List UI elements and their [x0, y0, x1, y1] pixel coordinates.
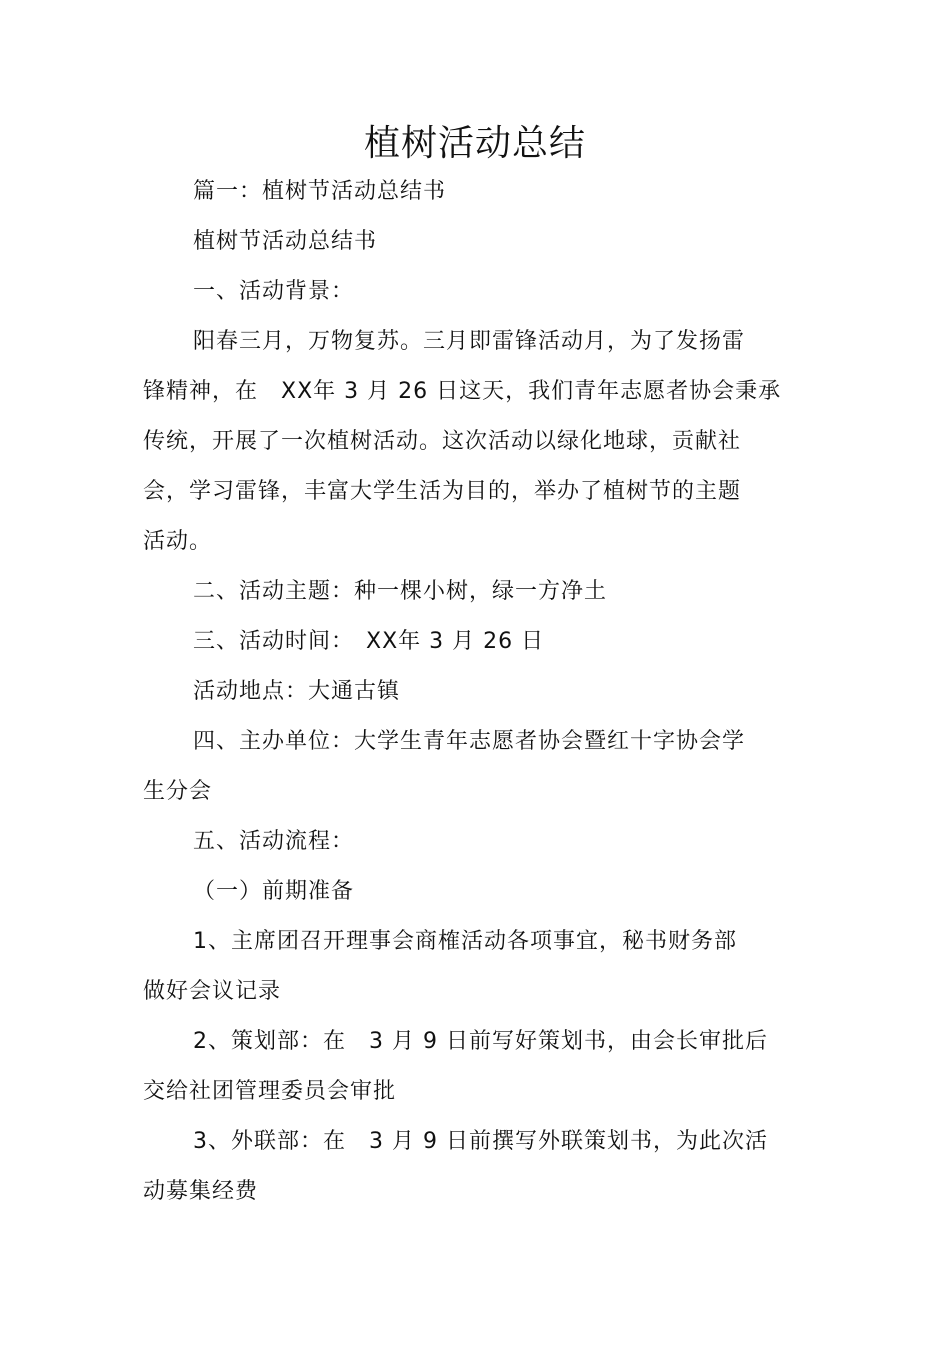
section-heading: 三、活动时间： XX年 3 月 26 日 [193, 629, 545, 654]
section-heading: 二、活动主题：种一棵小树，绿一方净土 [193, 579, 608, 604]
paragraph-line: 会，学习雷锋，丰富大学生活为目的，举办了植树节的主题 [143, 479, 742, 504]
section-heading: 四、主办单位：大学生青年志愿者协会暨红十字协会学 [193, 729, 746, 754]
list-item: 3、外联部：在 3 月 9 日前撰写外联策划书，为此次活 [193, 1129, 768, 1154]
paragraph-line: 阳春三月，万物复苏。三月即雷锋活动月，为了发扬雷 [193, 329, 746, 354]
subtitle: 植树节活动总结书 [193, 229, 378, 254]
section-heading: 篇一：植树节活动总结书 [193, 179, 447, 204]
document-title: 植树活动总结 [363, 123, 586, 164]
paragraph-line: 活动。 [143, 529, 213, 554]
paragraph-line: 传统，开展了一次植树活动。这次活动以绿化地球，贡献社 [143, 429, 742, 454]
list-item: 2、策划部：在 3 月 9 日前写好策划书，由会长审批后 [193, 1029, 768, 1054]
section-heading: 五、活动流程： [193, 829, 355, 854]
section-heading: 一、活动背景： [193, 279, 355, 304]
paragraph-line: 活动地点：大通古镇 [193, 679, 401, 704]
list-item-continuation: 做好会议记录 [143, 979, 282, 1004]
paragraph-line: 锋精神，在 XX年 3 月 26 日这天，我们青年志愿者协会秉承 [143, 379, 782, 404]
subsection-heading: （一）前期准备 [193, 879, 355, 904]
paragraph-line: 生分会 [143, 779, 213, 804]
list-item-continuation: 动募集经费 [143, 1179, 259, 1204]
list-item-continuation: 交给社团管理委员会审批 [143, 1079, 397, 1104]
list-item: 1、主席团召开理事会商榷活动各项事宜，秘书财务部 [193, 929, 737, 954]
